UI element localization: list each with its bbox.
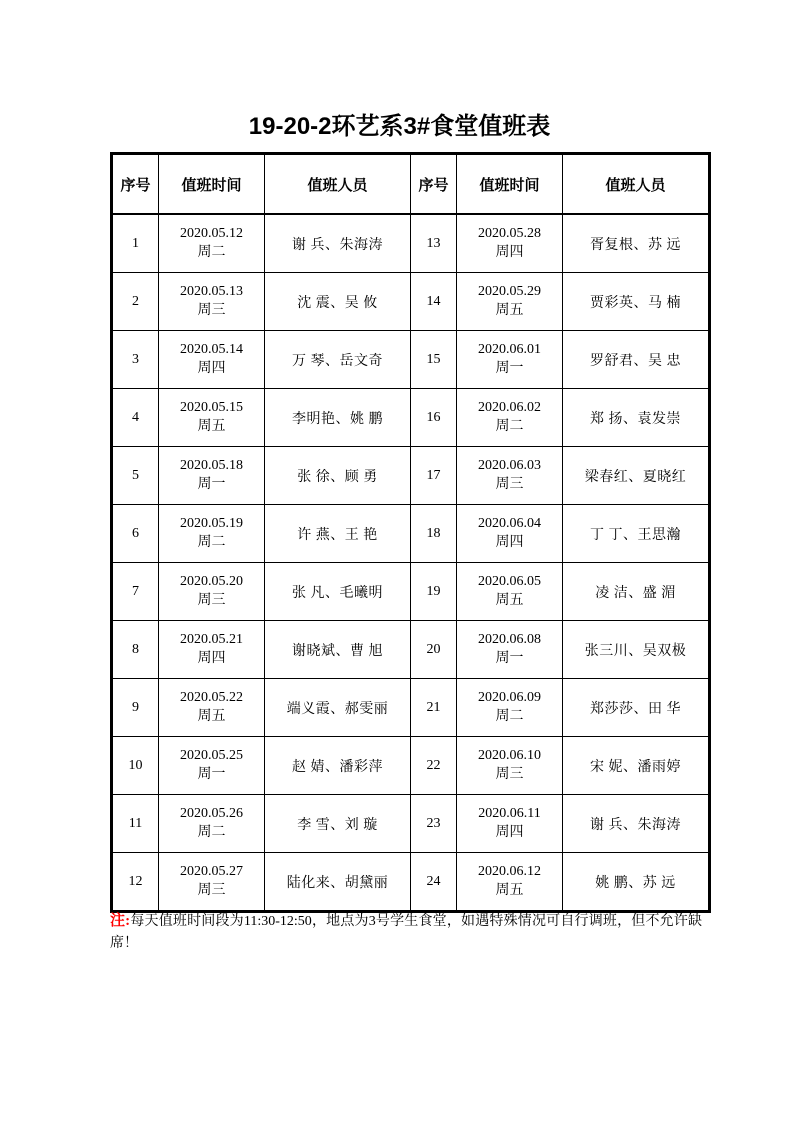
cell-weekday: 周五 bbox=[495, 302, 524, 318]
cell-weekday: 周二 bbox=[495, 418, 524, 434]
table-row bbox=[112, 737, 710, 795]
table-row bbox=[112, 447, 710, 505]
table-row bbox=[112, 853, 710, 912]
cell-no: 13 bbox=[411, 214, 457, 273]
cell-time bbox=[457, 214, 563, 273]
cell-weekday: 周四 bbox=[495, 244, 524, 260]
cell-person: 宋 妮、潘雨婷 bbox=[563, 737, 710, 795]
cell-date: 2020.05.18 bbox=[180, 457, 243, 473]
page-title: 19-20-2环艺系3#食堂值班表 bbox=[248, 113, 551, 140]
cell-time bbox=[159, 505, 265, 563]
cell-date: 2020.06.05 bbox=[478, 573, 541, 589]
cell-person: 张 徐、顾 勇 bbox=[265, 447, 411, 505]
cell-no: 24 bbox=[411, 853, 457, 912]
table-row bbox=[112, 679, 710, 737]
table-row bbox=[112, 505, 710, 563]
cell-weekday: 周三 bbox=[197, 882, 226, 898]
note-text: 每天值班时间段为11:30-12:50，地点为3号学生食堂，如遇特殊情况可自行调班，但不允许缺席！ bbox=[110, 914, 702, 952]
cell-person: 沈 震、吴 攸 bbox=[265, 273, 411, 331]
cell-time bbox=[457, 621, 563, 679]
cell-time bbox=[159, 795, 265, 853]
cell-time bbox=[457, 795, 563, 853]
cell-date: 2020.06.03 bbox=[478, 457, 541, 473]
cell-weekday: 周一 bbox=[197, 476, 226, 492]
cell-no: 17 bbox=[411, 447, 457, 505]
cell-time bbox=[159, 679, 265, 737]
note-label: 注: bbox=[110, 913, 131, 929]
cell-person: 贾彩英、马 楠 bbox=[563, 273, 710, 331]
cell-date: 2020.05.27 bbox=[180, 863, 243, 879]
cell-date: 2020.05.26 bbox=[180, 805, 243, 821]
cell-weekday: 周五 bbox=[495, 882, 524, 898]
cell-weekday: 周二 bbox=[197, 534, 226, 550]
cell-weekday: 周四 bbox=[197, 650, 226, 666]
cell-no: 12 bbox=[112, 853, 159, 912]
cell-date: 2020.05.13 bbox=[180, 283, 243, 299]
cell-person: 罗舒君、吴 忠 bbox=[563, 331, 710, 389]
cell-date: 2020.06.12 bbox=[478, 863, 541, 879]
cell-date: 2020.05.19 bbox=[180, 515, 243, 531]
cell-weekday: 周四 bbox=[495, 534, 524, 550]
cell-weekday: 周一 bbox=[495, 360, 524, 376]
cell-weekday: 周三 bbox=[495, 476, 524, 492]
cell-time bbox=[159, 621, 265, 679]
column-header-person-left: 值班人员 bbox=[265, 154, 411, 215]
table-row bbox=[112, 563, 710, 621]
cell-date: 2020.06.10 bbox=[478, 747, 541, 763]
cell-weekday: 周三 bbox=[197, 592, 226, 608]
cell-no: 14 bbox=[411, 273, 457, 331]
column-header-no-right: 序号 bbox=[411, 154, 457, 215]
cell-person: 赵 婧、潘彩萍 bbox=[265, 737, 411, 795]
cell-date: 2020.05.20 bbox=[180, 573, 243, 589]
cell-no: 4 bbox=[112, 389, 159, 447]
cell-person: 凌 洁、盛 湄 bbox=[563, 563, 710, 621]
cell-time bbox=[457, 505, 563, 563]
cell-weekday: 周三 bbox=[495, 766, 524, 782]
cell-person: 梁春红、夏晓红 bbox=[563, 447, 710, 505]
table-row bbox=[112, 214, 710, 273]
cell-time bbox=[457, 389, 563, 447]
cell-no: 19 bbox=[411, 563, 457, 621]
table-row bbox=[112, 795, 710, 853]
cell-person: 谢 兵、朱海涛 bbox=[563, 795, 710, 853]
cell-person: 张三川、吴双极 bbox=[563, 621, 710, 679]
cell-person: 丁 丁、王思瀚 bbox=[563, 505, 710, 563]
cell-no: 20 bbox=[411, 621, 457, 679]
cell-weekday: 周三 bbox=[197, 302, 226, 318]
cell-no: 7 bbox=[112, 563, 159, 621]
cell-weekday: 周二 bbox=[197, 824, 226, 840]
cell-person: 端义霞、郝雯丽 bbox=[265, 679, 411, 737]
table-row bbox=[112, 389, 710, 447]
cell-no: 3 bbox=[112, 331, 159, 389]
column-header-time-right: 值班时间 bbox=[457, 154, 563, 215]
duty-table bbox=[110, 152, 711, 913]
footer-note bbox=[110, 910, 702, 955]
table-header bbox=[112, 154, 710, 215]
cell-date: 2020.05.29 bbox=[478, 283, 541, 299]
cell-date: 2020.06.01 bbox=[478, 341, 541, 357]
cell-time bbox=[159, 214, 265, 273]
cell-no: 23 bbox=[411, 795, 457, 853]
cell-person: 谢 兵、朱海涛 bbox=[265, 214, 411, 273]
cell-no: 10 bbox=[112, 737, 159, 795]
cell-no: 21 bbox=[411, 679, 457, 737]
cell-person: 陆化来、胡黛丽 bbox=[265, 853, 411, 912]
cell-weekday: 周四 bbox=[197, 360, 226, 376]
cell-time bbox=[159, 447, 265, 505]
cell-person: 胥复根、苏 远 bbox=[563, 214, 710, 273]
cell-no: 9 bbox=[112, 679, 159, 737]
cell-date: 2020.05.21 bbox=[180, 631, 243, 647]
cell-no: 15 bbox=[411, 331, 457, 389]
cell-date: 2020.06.09 bbox=[478, 689, 541, 705]
cell-weekday: 周四 bbox=[495, 824, 524, 840]
table-row bbox=[112, 331, 710, 389]
cell-no: 2 bbox=[112, 273, 159, 331]
cell-weekday: 周五 bbox=[495, 592, 524, 608]
cell-person: 谢晓斌、曹 旭 bbox=[265, 621, 411, 679]
cell-person: 李 雪、刘 璇 bbox=[265, 795, 411, 853]
cell-time bbox=[457, 679, 563, 737]
column-header-time-left: 值班时间 bbox=[159, 154, 265, 215]
cell-time bbox=[457, 447, 563, 505]
cell-date: 2020.05.14 bbox=[180, 341, 243, 357]
cell-weekday: 周五 bbox=[197, 418, 226, 434]
table-body bbox=[112, 214, 710, 912]
cell-no: 8 bbox=[112, 621, 159, 679]
cell-weekday: 周二 bbox=[495, 708, 524, 724]
cell-date: 2020.06.04 bbox=[478, 515, 541, 531]
cell-date: 2020.05.12 bbox=[180, 225, 243, 241]
cell-time bbox=[457, 737, 563, 795]
column-header-no-left: 序号 bbox=[112, 154, 159, 215]
cell-weekday: 周五 bbox=[197, 708, 226, 724]
cell-person: 郑莎莎、田 华 bbox=[563, 679, 710, 737]
cell-weekday: 周二 bbox=[197, 244, 226, 260]
cell-no: 5 bbox=[112, 447, 159, 505]
column-header-person-right: 值班人员 bbox=[563, 154, 710, 215]
table-header-row bbox=[112, 154, 710, 215]
table-row bbox=[112, 273, 710, 331]
cell-person: 许 燕、王 艳 bbox=[265, 505, 411, 563]
cell-person: 张 凡、毛曦明 bbox=[265, 563, 411, 621]
cell-date: 2020.06.11 bbox=[478, 805, 541, 821]
cell-no: 22 bbox=[411, 737, 457, 795]
cell-date: 2020.05.15 bbox=[180, 399, 243, 415]
cell-no: 18 bbox=[411, 505, 457, 563]
duty-table-container bbox=[110, 152, 700, 913]
cell-date: 2020.05.25 bbox=[180, 747, 243, 763]
cell-weekday: 周一 bbox=[197, 766, 226, 782]
cell-weekday: 周一 bbox=[495, 650, 524, 666]
cell-time bbox=[159, 563, 265, 621]
cell-date: 2020.06.08 bbox=[478, 631, 541, 647]
cell-time bbox=[457, 273, 563, 331]
cell-no: 6 bbox=[112, 505, 159, 563]
cell-time bbox=[159, 273, 265, 331]
cell-date: 2020.06.02 bbox=[478, 399, 541, 415]
cell-person: 郑 扬、袁发崇 bbox=[563, 389, 710, 447]
cell-no: 1 bbox=[112, 214, 159, 273]
cell-time bbox=[159, 853, 265, 912]
cell-date: 2020.05.28 bbox=[478, 225, 541, 241]
table-row bbox=[112, 621, 710, 679]
cell-no: 16 bbox=[411, 389, 457, 447]
cell-time bbox=[457, 563, 563, 621]
cell-time bbox=[457, 853, 563, 912]
cell-time bbox=[457, 331, 563, 389]
cell-time bbox=[159, 389, 265, 447]
cell-date: 2020.05.22 bbox=[180, 689, 243, 705]
cell-person: 万 琴、岳文奇 bbox=[265, 331, 411, 389]
cell-person: 李明艳、姚 鹏 bbox=[265, 389, 411, 447]
cell-time bbox=[159, 737, 265, 795]
cell-person: 姚 鹏、苏 远 bbox=[563, 853, 710, 912]
cell-no: 11 bbox=[112, 795, 159, 853]
cell-time bbox=[159, 331, 265, 389]
